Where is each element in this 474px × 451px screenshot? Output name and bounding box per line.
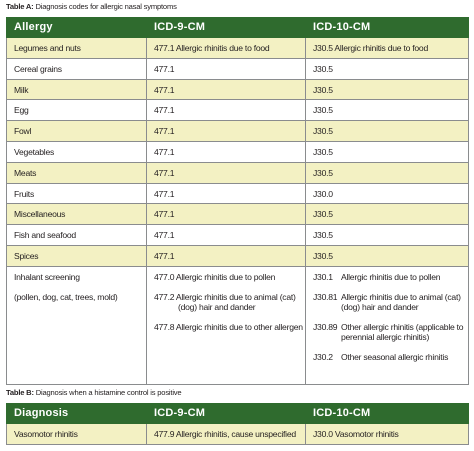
- table-a-caption-text: Diagnosis codes for allergic nasal symptoms: [35, 2, 177, 11]
- inhalant-label: Inhalant screening: [14, 271, 80, 282]
- icd10-cell: J30.5: [306, 225, 469, 246]
- table-b-caption: [6, 388, 181, 397]
- icd9-cell: 477.1: [147, 204, 306, 225]
- icd10-entry: [313, 322, 462, 332]
- allergy-cell: Fish and seafood: [7, 225, 147, 246]
- table-row: [7, 141, 469, 162]
- icd9-cell: [147, 266, 306, 384]
- table-row: [7, 100, 469, 121]
- icd9-cell: 477.1: [147, 245, 306, 266]
- allergy-cell: Spices: [7, 245, 147, 266]
- icd10-desc: perennial allergic rhinitis): [341, 331, 430, 342]
- icd9-cell: 477.1: [147, 100, 306, 121]
- icd9-cell: 477.1: [147, 162, 306, 183]
- icd10-cell: J30.5: [306, 79, 469, 100]
- icd10-cell: J30.5 Allergic rhinitis due to food: [306, 38, 469, 59]
- inhalant-sublabel: (pollen, dog, cat, trees, mold): [14, 291, 118, 302]
- icd10-cell: J30.5: [306, 121, 469, 142]
- allergy-cell: Egg: [7, 100, 147, 121]
- table-row-inhalant: [7, 266, 469, 384]
- table-row: [7, 183, 469, 204]
- icd9-line: 477.2 Allergic rhinitis due to animal (cat): [154, 291, 296, 302]
- icd10-cell: J30.5: [306, 141, 469, 162]
- icd10-cell: J30.5: [306, 162, 469, 183]
- icd10-cell: [306, 266, 469, 384]
- icd10-desc: (dog) hair and dander: [341, 301, 419, 312]
- icd10-entry: [313, 302, 462, 312]
- table-row: [7, 121, 469, 142]
- icd10-cell: J30.5: [306, 204, 469, 225]
- icd9-cell: 477.1: [147, 183, 306, 204]
- icd9-cell: 477.1 Allergic rhinitis due to food: [147, 38, 306, 59]
- table-row: [7, 79, 469, 100]
- allergy-cell: Cereal grains: [7, 58, 147, 79]
- histamine-diagnosis-table: [6, 403, 469, 445]
- allergy-cell: Fowl: [7, 121, 147, 142]
- table-b-header-row: [7, 404, 469, 424]
- icd10-code: [313, 302, 341, 312]
- icd10-desc: Other allergic rhinitis (applicable to: [341, 321, 464, 332]
- header-icd10: ICD-10-CM: [306, 18, 469, 38]
- icd10-entry: [313, 332, 462, 342]
- icd10-desc: Other seasonal allergic rhinitis: [341, 351, 449, 362]
- header-icd9: ICD-9-CM: [147, 18, 306, 38]
- table-row: [7, 225, 469, 246]
- allergy-cell: Fruits: [7, 183, 147, 204]
- icd10-entry: [313, 272, 462, 282]
- icd10-cell: J30.5: [306, 58, 469, 79]
- table-row: [7, 424, 469, 445]
- table-a-caption: [6, 2, 177, 11]
- icd10-desc: Allergic rhinitis due to pollen: [341, 271, 441, 282]
- icd10-entry: [313, 292, 462, 302]
- table-a-header-row: [7, 18, 469, 38]
- icd9-cell: 477.1: [147, 121, 306, 142]
- table-row: [7, 38, 469, 59]
- table-row: [7, 204, 469, 225]
- icd9-line: 477.0 Allergic rhinitis due to pollen: [154, 271, 276, 282]
- icd10-cell: J30.0: [306, 183, 469, 204]
- icd9-line: 477.8 Allergic rhinitis due to other allergen: [154, 321, 303, 332]
- header-allergy: Allergy: [7, 18, 147, 38]
- icd10-code: J30.89: [313, 321, 338, 332]
- header-diagnosis: Diagnosis: [7, 404, 147, 424]
- icd9-cell: 477.1: [147, 225, 306, 246]
- allergy-cell: Miscellaneous: [7, 204, 147, 225]
- allergy-cell: Legumes and nuts: [7, 38, 147, 59]
- table-row: [7, 58, 469, 79]
- icd10-code: J30.81: [313, 291, 338, 302]
- table-b-caption-text: Diagnosis when a histamine control is positive: [35, 388, 182, 397]
- allergy-codes-table: [6, 17, 469, 385]
- icd9-cell: 477.1: [147, 141, 306, 162]
- table-b-caption-label: Table B:: [6, 388, 34, 397]
- allergy-cell: Milk: [7, 79, 147, 100]
- header-icd9: ICD-9-CM: [147, 404, 306, 424]
- icd10-cell: J30.5: [306, 100, 469, 121]
- icd9-cell: 477.1: [147, 79, 306, 100]
- icd10-desc: Allergic rhinitis due to animal (cat): [341, 291, 461, 302]
- allergy-cell: Meats: [7, 162, 147, 183]
- diagnosis-cell: Vasomotor rhinitis: [7, 424, 147, 445]
- table-a-caption-label: Table A:: [6, 2, 34, 11]
- icd9-cell: 477.9 Allergic rhinitis, cause unspecified: [147, 424, 306, 445]
- icd9-cell: 477.1: [147, 58, 306, 79]
- table-row: [7, 245, 469, 266]
- icd10-code: J30.2: [313, 351, 333, 362]
- icd10-code: J30.1: [313, 271, 333, 282]
- allergy-cell: Vegetables: [7, 141, 147, 162]
- icd10-code: [313, 332, 341, 342]
- icd9-line: (dog) hair and dander: [178, 301, 256, 312]
- table-row: [7, 162, 469, 183]
- header-icd10: ICD-10-CM: [306, 404, 469, 424]
- icd10-entry: [313, 352, 462, 362]
- allergy-cell: [7, 266, 147, 384]
- icd10-cell: J30.0 Vasomotor rhinitis: [306, 424, 469, 445]
- icd10-cell: J30.5: [306, 245, 469, 266]
